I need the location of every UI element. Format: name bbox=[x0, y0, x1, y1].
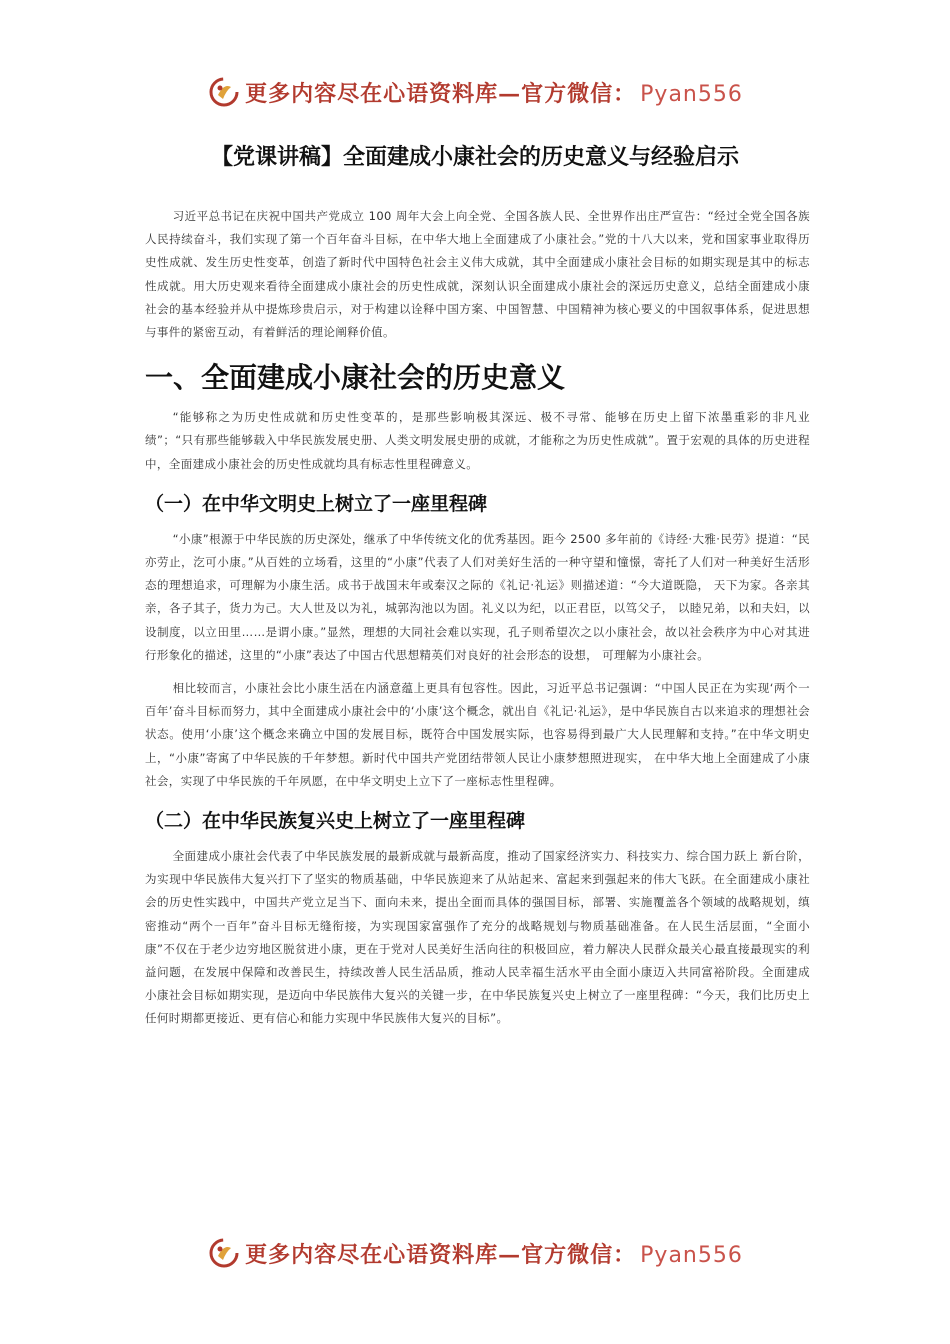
subsection-heading-1: （一）在中华文明史上树立了一座里程碑 bbox=[145, 492, 488, 515]
subsection-1-paragraph-1: “小康”根源于中华民族的历史深处，继承了中华传统文化的优秀基因。距今 2500 多年前的《诗经·大雅·民劳》提道：“民亦劳止，汔可小康。”从百姓的立场看，这里的“小康”代表了人们对美好生活的一种守望和憧憬，寄托了人们对一种美好生活形态的理想追求，可理解为小康生活。成书于战国末年或秦汉之际的《礼记·礼运》则描述道：“今大道既隐， 天下为家。各亲其亲，各子其子，货力为己。大人世及以为礼，城郭沟池以为固。礼义以为纪，以正君臣，以笃父子， 以睦兄弟，以和夫妇，以设制度，以立田里……是谓小康。”显然，理想的大同社会难以实现，孔子则希望次之以小康社会，故以社会秩序为中心对其进行形象化的描述，这里的“小康”表达了中国古代思想精英们对良好的社会形态的设想， 可理解为小康社会。 bbox=[145, 531, 810, 662]
document-title: 【党课讲稿】全面建成小康社会的历史意义与经验启示 bbox=[210, 145, 739, 170]
subsection-heading-2: （二）在中华民族复兴史上树立了一座里程碑 bbox=[145, 810, 526, 833]
subsection-2-paragraph: 全面建成小康社会代表了中华民族发展的最新成就与最新高度，推动了国家经济实力、科技实力、综合国力跃上 新台阶，为实现中华民族伟大复兴打下了坚实的物质基础，中华民族迎来了从站起来、富起来到强起来的伟大飞跃。在全面建成小康社会的历史性实践中，中国共产党立足当下、面向未来，提出全面而具体的强国目标，部署、实施覆盖各个领域的战略规划，缜密推动“两个一百年”奋斗目标无缝衔接，为实现国家富强作了充分的战略规划与物质基础准备。在人民生活层面，“全面小康”不仅在于老少边穷地区脱贫进小康，更在于党对人民美好生活向往的积极回应，着力解决人民群众最关心最直接最现实的利益问题，在发展中保障和改善民生，持续改善人民生活品质，推动人民幸福生活水平由全面小康迈入共同富裕阶段。全面建成小康社会目标如期实现，是迈向中华民族伟大复兴的关键一步，在中华民族复兴史上树立了一座里程碑：“今天，我们比历史上任何时期都更接近、更有信心和能力实现中华民族伟大复兴的目标”。 bbox=[145, 849, 810, 1026]
subsection-1-paragraph-2: 相比较而言，小康社会比小康生活在内涵意蕴上更具有包容性。因此，习近平总书记强调：“中国人民正在为实现‘两个一百年’奋斗目标而努力，其中全面建成小康社会中的‘小康’这个概念，就出自《礼记·礼运》，是中华民族自古以来追求的理想社会状态。使用‘小康’这个概念来确立中国的发展目标，既符合中国发展实际，也容易得到最广大人民理解和支持。”在中华文明史上，“小康”寄寓了中华民族的千年梦想。新时代中国共产党团结带领人民让小康梦想照进现实， 在中华大地上全面建成了小康社会，实现了中华民族的千年夙愿，在中华文明史上立下了一座标志性里程碑。 bbox=[145, 681, 810, 788]
watermark-text: 更多内容尽在心语资料库—官方微信： Pyan556 bbox=[245, 80, 743, 107]
section-heading-1: 一、全面建成小康社会的历史意义 bbox=[145, 361, 566, 395]
watermark-bottom bbox=[0, 1233, 950, 1273]
watermark-handle: Pyan556 bbox=[640, 1242, 743, 1268]
brand-logo-icon bbox=[207, 75, 241, 109]
watermark-text: 更多内容尽在心语资料库—官方微信： Pyan556 bbox=[245, 1241, 743, 1268]
watermark-handle: Pyan556 bbox=[640, 81, 743, 107]
section-1-paragraph: “能够称之为历史性成就和历史性变革的，是那些影响极其深远、极不寻常、能够在历史上留下浓墨重彩的非凡业绩”；“只有那些能够载入中华民族发展史册、人类文明发展史册的成就，才能称之为历史性成就”。置于宏观的具体的历史进程中，全面建成小康社会的历史性成就均具有标志性里程碑意义。 bbox=[145, 410, 810, 471]
intro-paragraph: 习近平总书记在庆祝中国共产党成立 100 周年大会上向全党、全国各族人民、全世界作出庄严宣告：“经过全党全国各族人民持续奋斗，我们实现了第一个百年奋斗目标，在中华大地上全面建成了小康社会。”党的十八大以来，党和国家事业取得历史性成就、发生历史性变革，创造了新时代中国特色社会主义伟大成就，其中全面建成小康社会目标的如期实现是其中的标志性成就。用大历史观来看待全面建成小康社会的历史性成就，深刻认识全面建成小康社会的深远历史意义，总结全面建成小康社会的基本经验并从中提炼珍贵启示，对于构建以诠释中国方案、中国智慧、中国精神为核心要义的中国叙事体系，促进思想与事件的紧密互动，有着鲜活的理论阐释价值。 bbox=[145, 209, 810, 340]
watermark-top bbox=[0, 72, 950, 112]
brand-logo-icon bbox=[207, 1236, 241, 1270]
document-body bbox=[145, 205, 810, 1031]
